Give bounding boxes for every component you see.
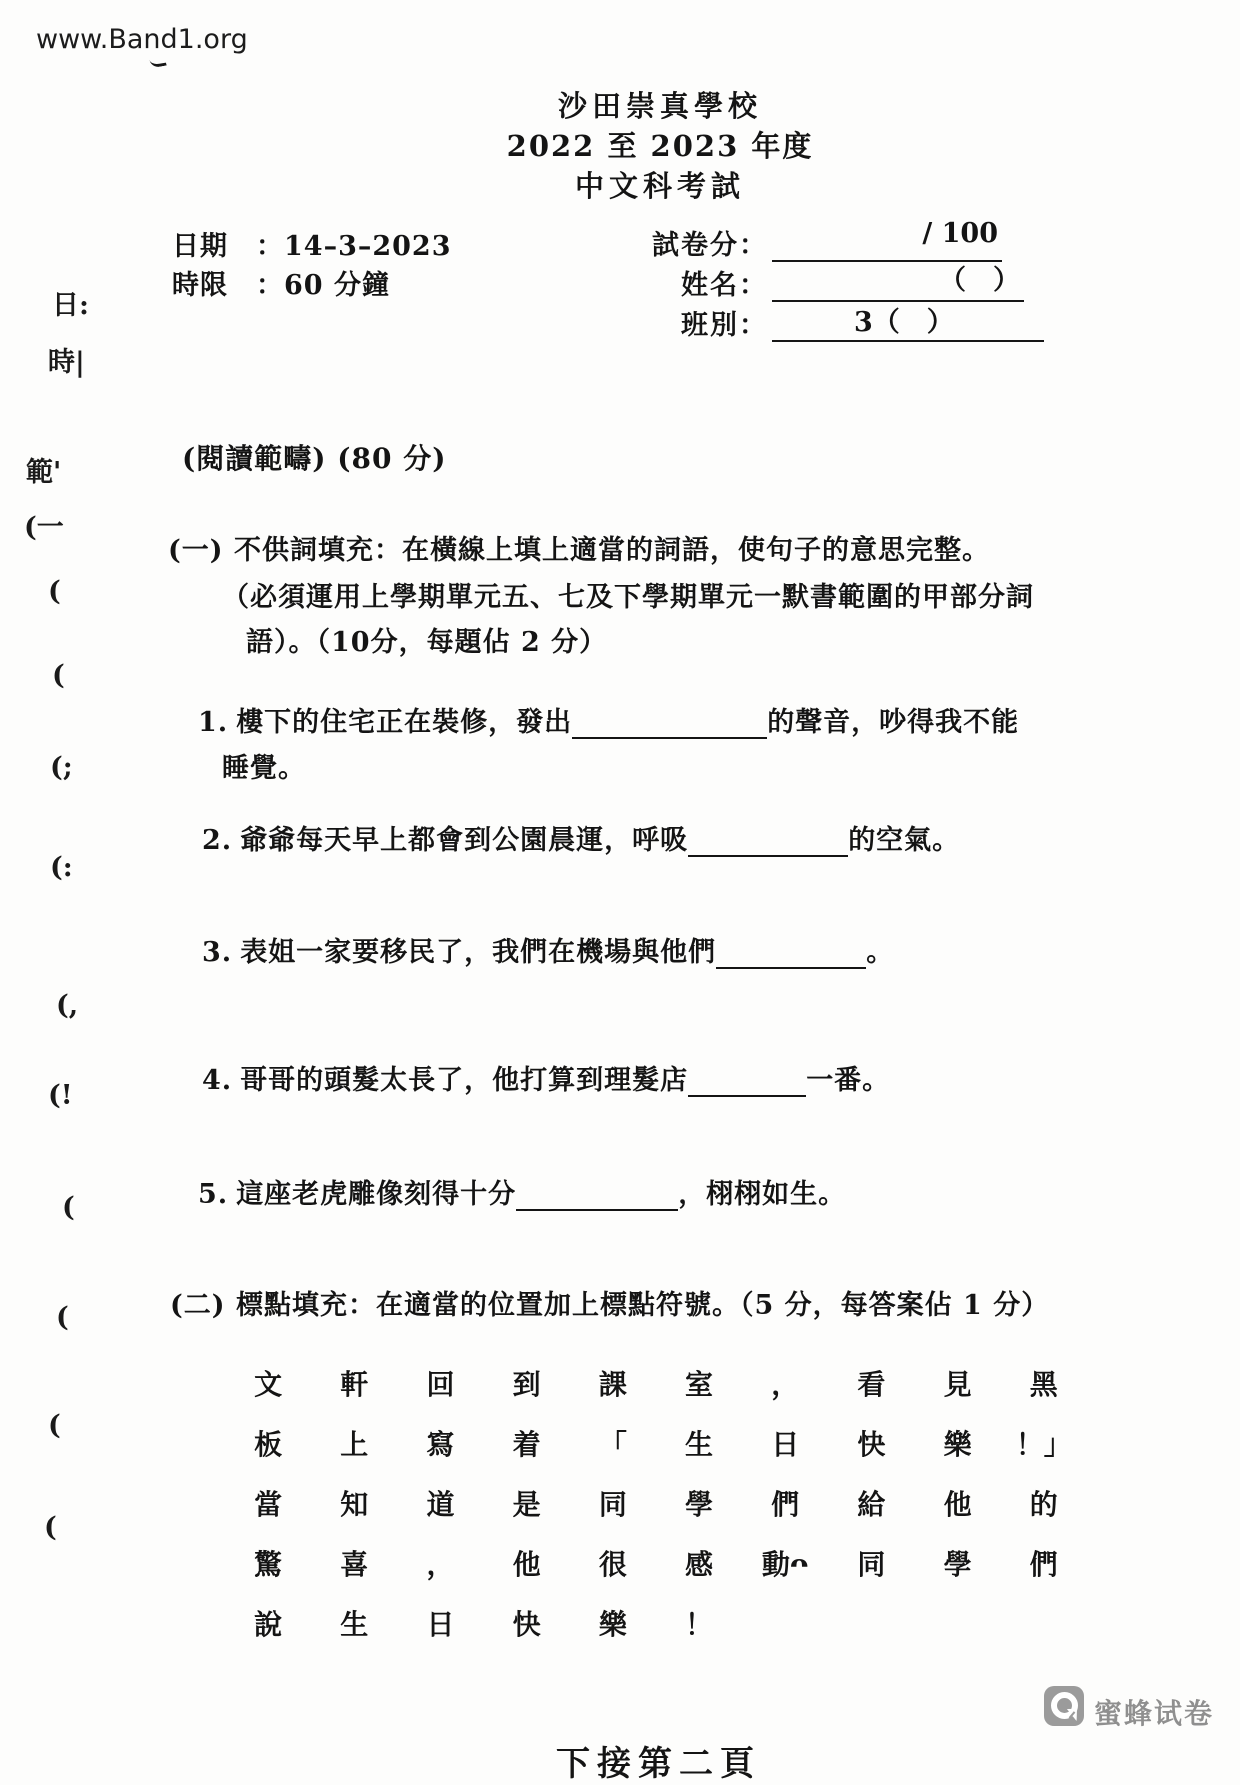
question-1 [198, 700, 1019, 739]
exam-subject: 中文科考試 [574, 169, 745, 203]
school-name: 沙田崇真學校 [557, 89, 762, 123]
grid-cell: 學 [685, 1488, 714, 1521]
grid-cell: 驚 [254, 1548, 283, 1581]
name-blank-line [772, 262, 1024, 302]
class-blank-line [772, 302, 1044, 342]
question-2 [202, 818, 960, 857]
margin-scan-fragment: 範' [26, 457, 62, 488]
grid-cell: 寫 [426, 1428, 455, 1461]
grid-cell: ！ [685, 1608, 714, 1641]
grid-cell: 日 [426, 1608, 455, 1641]
margin-scan-fragment: (一 [24, 512, 64, 543]
margin-scan-fragment: 日: [52, 290, 89, 321]
grid-cell: 是 [512, 1488, 541, 1521]
margin-scan-fragment: (! [48, 1080, 73, 1111]
name-label: 姓名： [681, 270, 768, 301]
page-footer-clipped [556, 1736, 786, 1784]
scan-artifact-mark [149, 57, 166, 69]
grid-cell: 感 [685, 1548, 714, 1581]
grid-cell: 「 [598, 1428, 627, 1461]
question-text-pre: 爺爺每天早上都會到公園晨運，呼吸 [240, 825, 689, 856]
question-text-post: 。 [866, 937, 895, 968]
class-value: 3（ ） [854, 307, 954, 338]
margin-scan-fragment: ( [56, 1302, 69, 1333]
grid-cell: 快 [857, 1428, 886, 1461]
name-class-parens: （ ） [939, 265, 1020, 296]
grid-cell: 着 [512, 1428, 541, 1461]
grid-cell: 室 [685, 1368, 714, 1401]
watermark-url: www.Band1.org [36, 24, 248, 55]
grid-cell [828, 1608, 914, 1642]
grid-cell: 給 [857, 1488, 886, 1521]
margin-scan-fragment: ( [48, 576, 61, 607]
margin-scan-fragment: (; [50, 752, 73, 783]
grid-cell: 看 [857, 1368, 886, 1401]
answer-blank [572, 705, 767, 739]
grid-cell: 快 [512, 1608, 541, 1641]
section1-heading: (一) 不供詞填充：在橫線上填上適當的詞語，使句子的意思完整。 [168, 535, 990, 566]
margin-scan-fragment: 時| [48, 347, 85, 378]
grid-cell: ！」 [1015, 1428, 1072, 1461]
grid-cell: 文 [254, 1368, 283, 1401]
grid-cell: 日 [771, 1428, 800, 1461]
grid-cell: 當 [254, 1488, 283, 1521]
grid-cell: 板 [254, 1428, 283, 1461]
grid-cell: 道 [426, 1488, 455, 1521]
grid-cell [1001, 1608, 1087, 1642]
grid-cell: 他 [943, 1488, 972, 1521]
grid-cell: 們 [771, 1488, 800, 1521]
question-number: 4. [202, 1065, 233, 1096]
score-total: / 100 [922, 218, 998, 249]
question-1-continuation: 睡覺。 [222, 753, 306, 784]
exam-title-block [320, 86, 1000, 206]
name-row [640, 262, 1060, 302]
question-text-post: 的空氣。 [848, 825, 961, 856]
question-3 [202, 930, 894, 969]
section1-note-line2: 語）。（10分，每題佔 2 分） [246, 627, 608, 658]
margin-scan-fragment: ( [52, 660, 65, 691]
margin-scan-fragment: ( [48, 1410, 61, 1441]
grid-cell: 到 [512, 1368, 541, 1401]
grid-cell: 很 [598, 1548, 627, 1581]
question-text-pre: 這座老虎雕像刻得十分 [236, 1179, 517, 1210]
margin-scan-fragment: ( [62, 1192, 75, 1223]
exam-date: 日期 ：14–3–2023 [172, 231, 452, 262]
grid-cell: 說 [254, 1608, 283, 1641]
grid-cell: 的 [1029, 1488, 1058, 1521]
grid-cell: 喜 [340, 1548, 369, 1581]
question-number: 5. [198, 1179, 229, 1210]
answer-blank [688, 1063, 806, 1097]
grid-cell: 上 [340, 1428, 369, 1461]
class-label: 班別： [681, 310, 768, 341]
bee-paper-logo-icon [1044, 1686, 1084, 1726]
grid-row [225, 1608, 1087, 1642]
answer-blank [516, 1177, 678, 1211]
grid-cell: 生 [685, 1428, 714, 1461]
grid-row [225, 1368, 1087, 1402]
question-text-pre: 哥哥的頭髮太長了，他打算到理髮店 [240, 1065, 689, 1096]
exam-time-limit: 時限 ：60 分鐘 [172, 270, 390, 301]
punctuation-grid [225, 1368, 1087, 1668]
question-5 [198, 1172, 846, 1211]
margin-scan-fragment: ( [44, 1512, 57, 1543]
footer-clipped-text: 下接第二頁 [556, 1744, 761, 1784]
grid-cell [915, 1608, 1001, 1642]
class-row [640, 302, 1060, 342]
grid-row [225, 1488, 1087, 1522]
margin-scan-fragment: (, [56, 990, 79, 1021]
question-text-pre: 樓下的住宅正在裝修，發出 [236, 707, 573, 738]
grid-cell: 黑 [1029, 1368, 1058, 1401]
margin-scan-fragment: (: [50, 852, 73, 883]
grid-cell: 他 [512, 1548, 541, 1581]
section2-heading: (二) 標點填充：在適當的位置加上標點符號。（5 分，每答案佔 1 分） [170, 1290, 1050, 1321]
answer-blank [688, 823, 848, 857]
reading-scope-heading: (閱讀範疇) (80 分) [182, 442, 447, 475]
grid-row [225, 1428, 1087, 1462]
question-text-post: 一番。 [806, 1065, 891, 1096]
question-text-post: ，栩栩如生。 [678, 1179, 847, 1210]
grid-cell: 樂 [943, 1428, 972, 1461]
grid-cell [742, 1608, 828, 1642]
grid-cell: ， [771, 1368, 800, 1401]
grid-cell: 課 [598, 1368, 627, 1401]
score-blank-line [772, 218, 1002, 262]
grid-cell: 們 [1029, 1548, 1058, 1581]
grid-cell: 同 [598, 1488, 627, 1521]
score-row [640, 218, 1060, 262]
grid-cell: 回 [426, 1368, 455, 1401]
section1-note-line1: （必須運用上學期單元五、七及下學期單元一默書範圍的甲部分詞 [222, 582, 1034, 613]
question-4 [202, 1058, 890, 1097]
question-number: 2. [202, 825, 233, 856]
grid-cell: 動ᴖ [761, 1548, 809, 1581]
grid-cell: ， [426, 1548, 455, 1581]
question-number: 1. [198, 707, 229, 738]
grid-cell: 知 [340, 1488, 369, 1521]
grid-cell: 同 [857, 1548, 886, 1581]
grid-cell: 學 [943, 1548, 972, 1581]
question-text-post: 的聲音，吵得我不能 [767, 707, 1020, 738]
question-number: 3. [202, 937, 233, 968]
question-text-pre: 表姐一家要移民了，我們在機場與他們 [240, 937, 717, 968]
grid-cell: 生 [340, 1608, 369, 1641]
bee-paper-logo-text: 蜜蜂试卷 [1094, 1697, 1215, 1730]
school-year: 2022 至 2023 年度 [506, 129, 814, 163]
answer-blank [716, 935, 866, 969]
grid-cell: 樂 [598, 1608, 627, 1641]
grid-cell: 見 [943, 1368, 972, 1401]
score-label: 試卷分： [652, 230, 768, 261]
grid-row [225, 1548, 1087, 1582]
grid-cell: 軒 [340, 1368, 369, 1401]
